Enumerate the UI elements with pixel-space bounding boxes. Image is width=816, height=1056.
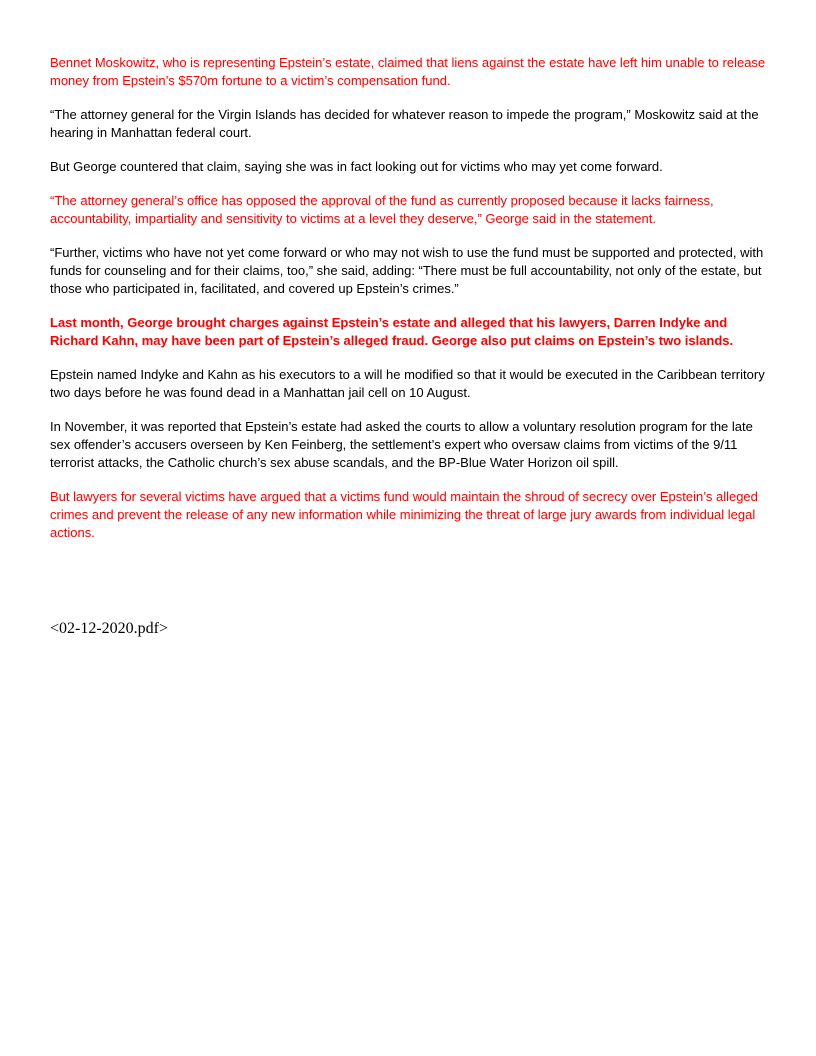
paragraph-executors-will: Epstein named Indyke and Kahn as his executors to a will he modified so that it would be executed in the Caribbean territory two days before he was found dead in a Manhattan jail cell on 10 August. bbox=[50, 367, 765, 400]
paragraph-november-program: In November, it was reported that Epstein’s estate had asked the courts to allow a voluntary resolution program for the late sex offender’s accusers overseen by Ken Feinberg, the settlement’s expert who oversaw claims from victims of the 9/11 terrorist attacks, the Catholic church’s sex abuse scandals, and the BP-Blue Water Horizon oil spill. bbox=[50, 419, 753, 470]
paragraph-last-month-charges: Last month, George brought charges against Epstein’s estate and alleged that his lawyers, Darren Indyke and Richard Kahn, may have been part of Epstein’s alleged fraud. George also put claims on Epstein’s two islands. bbox=[50, 315, 734, 348]
paragraph-george-countered: But George countered that claim, saying she was in fact looking out for victims who may yet come forward. bbox=[50, 159, 663, 174]
paragraph-moskowitz-liens: Bennet Moskowitz, who is representing Epstein’s estate, claimed that liens against the estate have left him unable to release money from Epstein’s $570m fortune to a victim’s compensation fund. bbox=[50, 55, 766, 88]
paragraph-further-victims: “Further, victims who have not yet come forward or who may not wish to use the fund must be supported and protected, with funds for counseling and for their claims, too,” she said, adding: “There must be full accountability, not only of the estate, but those who participated in, facilitated, and covered up Epstein’s crimes.” bbox=[50, 245, 764, 296]
paragraph-lawyers-argued: But lawyers for several victims have argued that a victims fund would maintain the shroud of secrecy over Epstein’s alleged crimes and prevent the release of any new information while minimizing the threat of large jury awards from individual legal actions. bbox=[50, 489, 758, 540]
paragraph-moskowitz-quote: “The attorney general for the Virgin Islands has decided for whatever reason to impede the program,” Moskowitz said at the hearing in Manhattan federal court. bbox=[50, 107, 759, 140]
document-body bbox=[50, 54, 770, 558]
document-filename: <02-12-2020.pdf> bbox=[50, 620, 169, 637]
paragraph-ag-office-opposed: “The attorney general’s office has opposed the approval of the fund as currently proposed because it lacks fairness, accountability, impartiality and sensitivity to victims at a level they deserve,” George said in the statement. bbox=[50, 193, 714, 226]
